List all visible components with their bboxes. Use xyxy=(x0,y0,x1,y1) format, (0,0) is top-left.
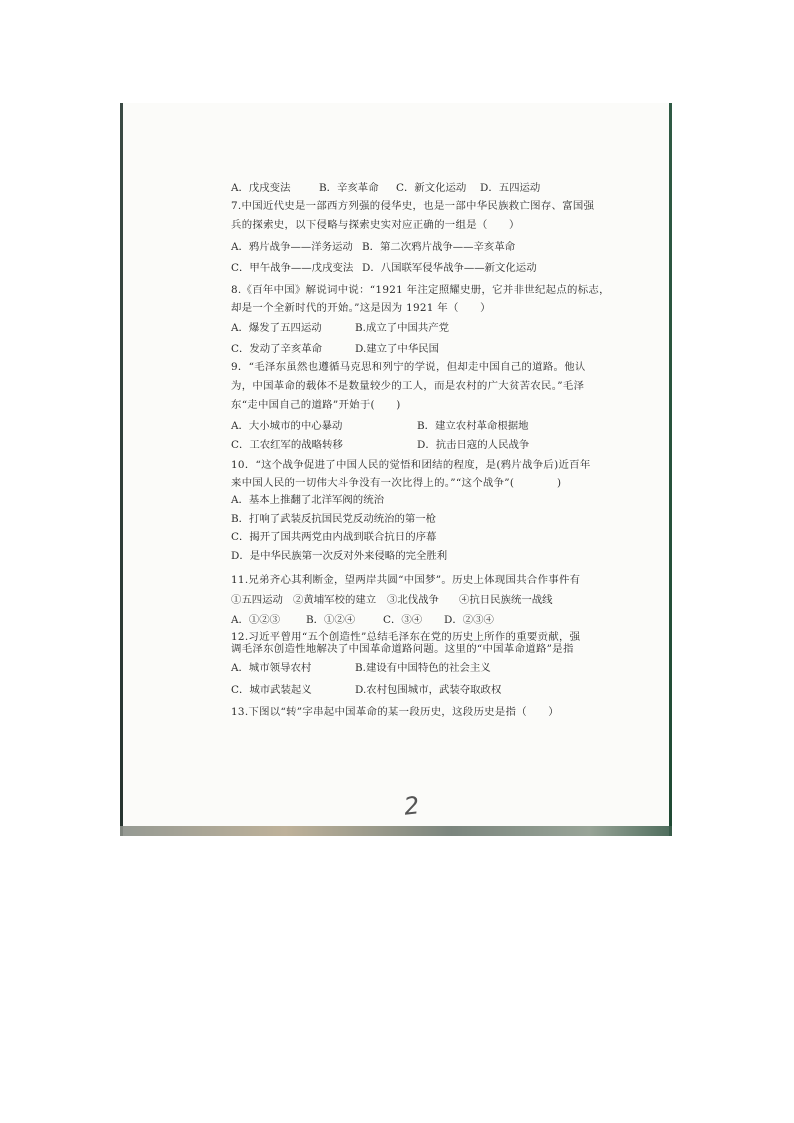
q11-item-2: ②黄埔军校的建立 xyxy=(293,594,377,606)
q9-option-b: B．建立农村革命根据地 xyxy=(417,420,529,432)
q9-stem-line-3: 东“走中国自己的道路”开始于( ) xyxy=(231,399,401,411)
q11-stem-line-1: 11.兄弟齐心其利断金，望两岸共圆“中国梦”。历史上体现国共合作事件有 xyxy=(231,574,581,586)
q10-option-d: D．是中华民族第一次反对外来侵略的完全胜利 xyxy=(231,550,448,562)
q12-stem-line-1: 12.习近平曾用“五个创造性”总结毛泽东在党的历史上所作的重要贡献，强 xyxy=(231,631,581,643)
q6-option-d: D．五四运动 xyxy=(480,182,541,194)
q7-option-c: C．甲午战争——戊戌变法 xyxy=(231,262,354,274)
q8-option-c: C．发动了辛亥革命 xyxy=(231,343,323,355)
q9-stem-line-1: 9．“毛泽东虽然也遵循马克思和列宁的学说，但却走中国自己的道路。他认 xyxy=(231,361,586,373)
q12-option-c: C．城市武装起义 xyxy=(231,684,312,696)
q11-item-1: ①五四运动 xyxy=(231,594,283,606)
q7-stem-line-1: 7.中国近代史是一部西方列强的侵华史，也是一部中华民族救亡图存、富国强 xyxy=(231,200,595,212)
q10-option-c: C．揭开了国共两党由内战到联合抗日的序幕 xyxy=(231,531,437,543)
q9-option-d: D．抗击日寇的人民战争 xyxy=(417,439,530,451)
q8-stem-line-1: 8.《百年中国》解说词中说：“1921 年注定照耀史册，它并非世纪起点的标志， xyxy=(231,284,610,296)
q8-option-d: D.建立了中华民国 xyxy=(355,343,439,355)
scan-edge-left xyxy=(120,103,123,836)
page-number: 2 xyxy=(402,791,421,821)
q11-option-a: A．①②③ xyxy=(231,614,281,626)
scan-edge-bottom xyxy=(120,826,672,836)
q6-option-a: A．戊戌变法 xyxy=(231,182,291,194)
q11-option-b: B．①②④ xyxy=(306,614,356,626)
q12-option-a: A．城市领导农村 xyxy=(231,662,312,674)
q12-option-d: D.农村包围城市，武装夺取政权 xyxy=(355,684,502,696)
q13-stem-line-1: 13.下图以“转”字串起中国革命的某一段历史，这段历史是指（ ） xyxy=(231,706,559,718)
q12-stem-line-2: 调毛泽东创造性地解决了中国革命道路问题。这里的“中国革命道路”是指 xyxy=(231,643,574,655)
q8-option-a: A．爆发了五四运动 xyxy=(231,322,322,334)
q10-stem-line-1: 10．“这个战争促进了中国人民的觉悟和团结的程度，是(鸦片战争后)近百年 xyxy=(231,459,591,471)
q6-option-b: B．辛亥革命 xyxy=(319,182,379,194)
q11-option-d: D．②③④ xyxy=(444,614,494,626)
q10-stem-line-2: 来中国人民的一切伟大斗争没有一次比得上的。”“这个战争”( ) xyxy=(231,477,562,489)
q7-option-a: A．鸦片战争——洋务运动 xyxy=(231,241,353,253)
q8-stem-line-2: 却是一个全新时代的开始。”这是因为 1921 年（ ） xyxy=(231,302,491,314)
q10-option-a: A．基本上推翻了北洋军阀的统治 xyxy=(231,494,384,506)
q11-item-3: ③北伐战争 xyxy=(387,594,439,606)
q7-stem-line-2: 兵的探索史，以下侵略与探索史实对应正确的一组是（ ） xyxy=(231,219,520,231)
scan-edge-right xyxy=(669,103,672,836)
q7-option-d: D．八国联军侵华战争——新文化运动 xyxy=(362,262,537,274)
q8-option-b: B.成立了中国共产党 xyxy=(355,322,450,334)
q10-option-b: B．打响了武装反抗国民党反动统治的第一枪 xyxy=(231,513,437,525)
q6-option-c: C．新文化运动 xyxy=(396,182,467,194)
q11-option-c: C．③④ xyxy=(383,614,423,626)
q9-stem-line-2: 为，中国革命的载体不是数量较少的工人，而是农村的广大贫苦农民。”毛泽 xyxy=(231,380,585,392)
q12-option-b: B.建设有中国特色的社会主义 xyxy=(355,662,491,674)
q11-item-4: ④抗日民族统一战线 xyxy=(459,594,553,606)
q9-option-c: C．工农红军的战略转移 xyxy=(231,439,343,451)
q9-option-a: A．大小城市的中心暴动 xyxy=(231,420,343,432)
q7-option-b: B．第二次鸦片战争——辛亥革命 xyxy=(362,241,516,253)
